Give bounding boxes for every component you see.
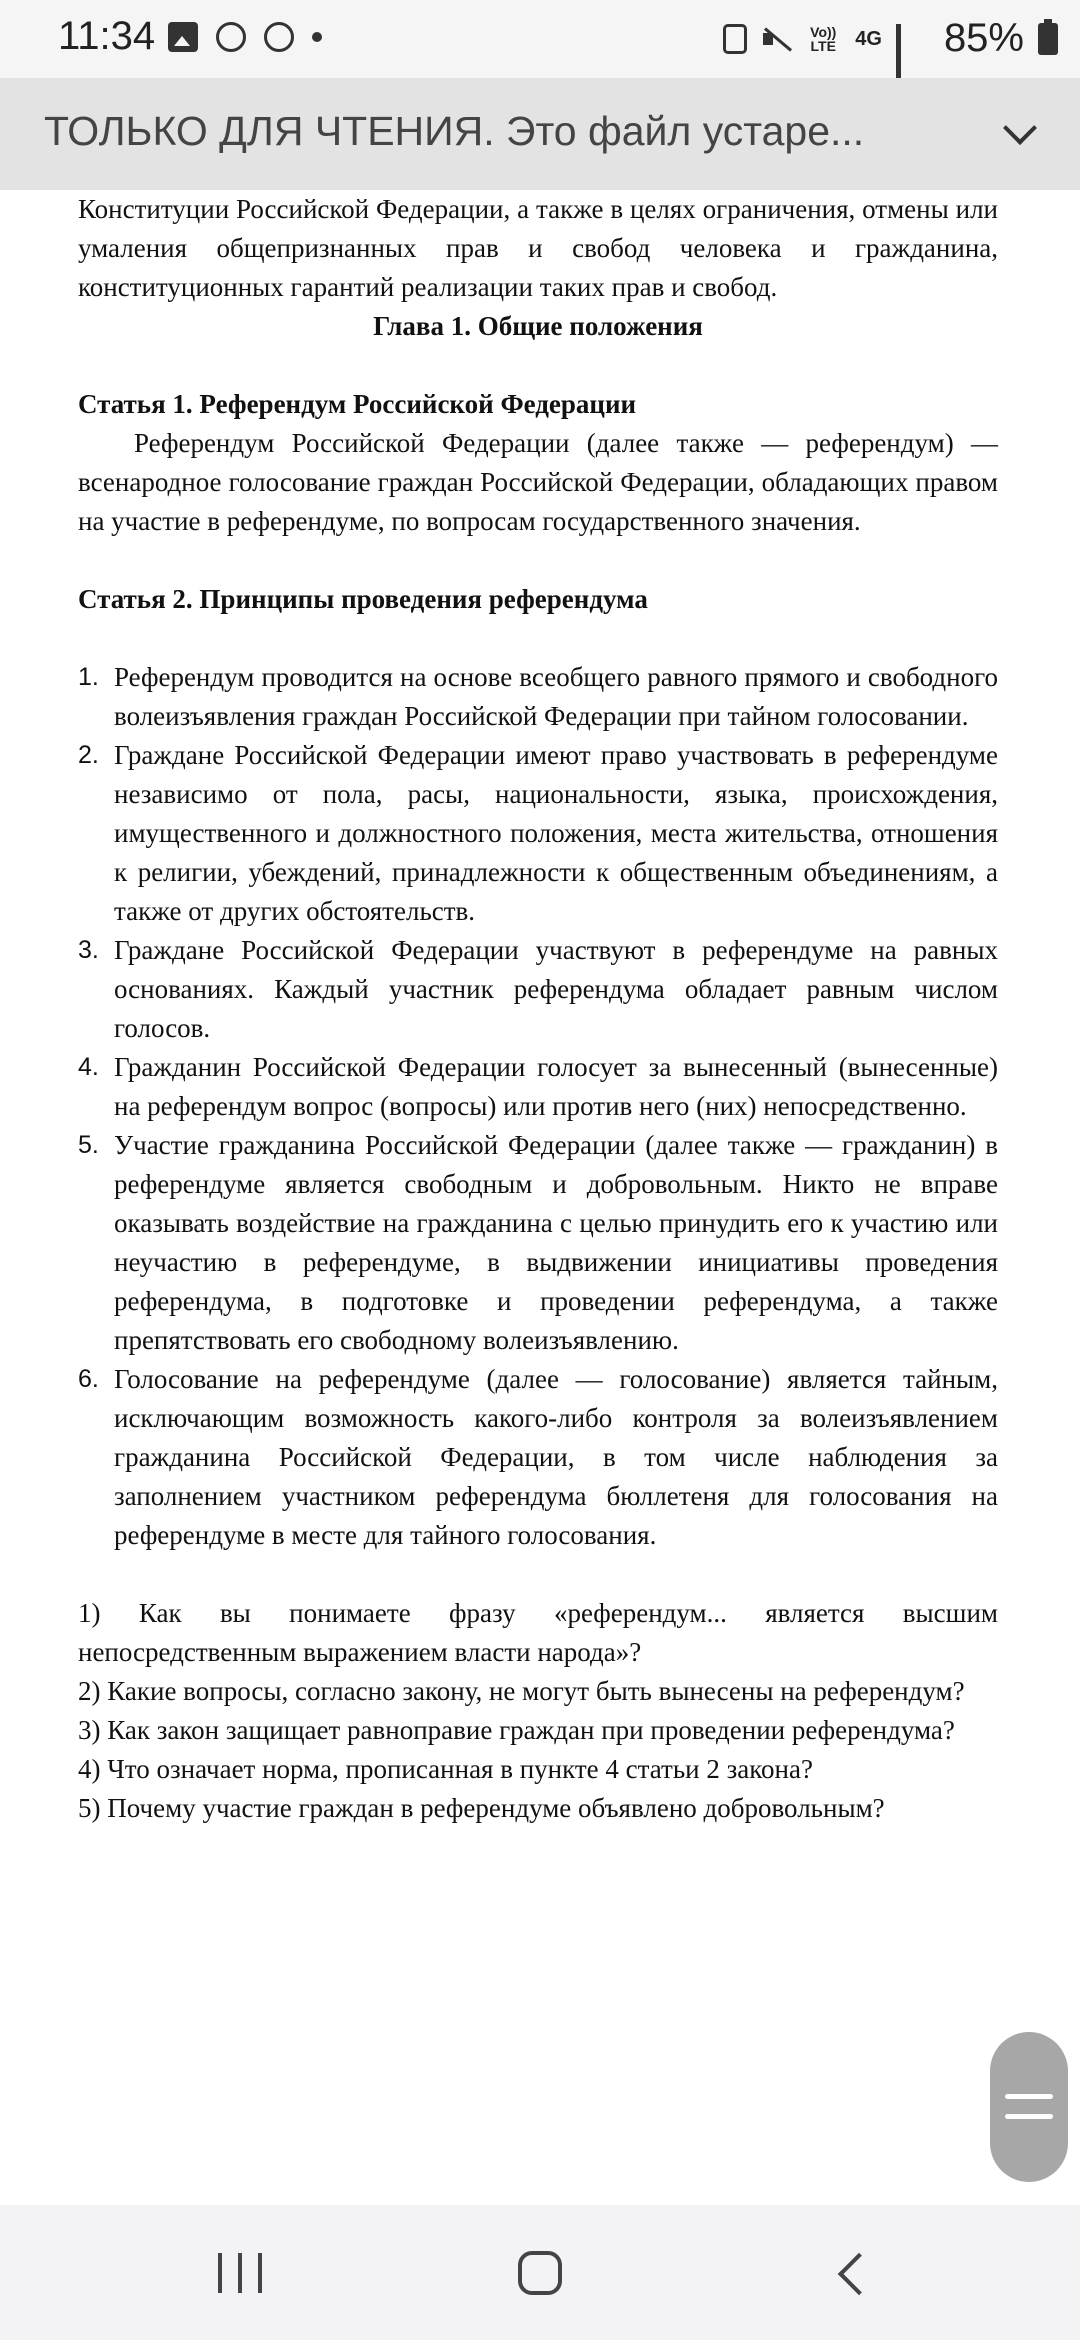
back-button[interactable] (832, 2253, 872, 2293)
document-content (78, 190, 998, 1828)
read-only-banner[interactable] (0, 78, 1080, 190)
chapter-title: Глава 1. Общие положения (373, 311, 703, 341)
list-number: 4. (78, 1053, 99, 1081)
list-number: 5. (78, 1131, 99, 1159)
article-2-list (78, 658, 998, 1555)
list-number: 1. (78, 663, 99, 691)
system-icons (723, 16, 1058, 61)
nfc-icon (723, 24, 747, 54)
question-item: 3) Как закон защищает равноправие граждан при проведении референдума? (78, 1715, 955, 1745)
question-item: 2) Какие вопросы, согласно закону, не могут быть вынесены на референдум? (78, 1676, 965, 1706)
recent-apps-button[interactable] (218, 2253, 262, 2293)
article-2-title: Статья 2. Принципы проведения референдума (78, 584, 648, 614)
network-type: 4G (855, 27, 882, 50)
list-text: Граждане Российской Федерации участвуют в референдуме на равных основаниях. Каждый участник референдума обладает равным числом голосов. (114, 935, 998, 1043)
list-text: Граждане Российской Федерации имеют право участвовать в референдуме независимо от пола, расы, национальности, языка, происхождения, имущественного и должностного положения, места жительства, отношения к религии, убеждений, принадлежности к общественным объединениям, а также от других обстоятельств. (114, 740, 998, 926)
messenger-icon (216, 22, 246, 52)
scroll-handle[interactable] (990, 2032, 1068, 2182)
list-number: 2. (78, 741, 99, 769)
list-text: Участие гражданина Российской Федерации (далее также — гражданин) в референдуме является свободным и добровольным. Никто не вправе оказывать воздействие на гражданина с целью принудить его к участию или неучастию в референдуме, в выдвижении инициативы проведения референдума, в подготовке и проведении референдума, а также препятствовать его свободному волеизъявлению. (114, 1130, 998, 1355)
list-text: Гражданин Российской Федерации голосует за вынесенный (вынесенные) на референдум вопрос (вопросы) или против него (них) непосредственно. (114, 1052, 998, 1121)
handle-line-icon (1005, 2114, 1053, 2119)
article-1-title: Статья 1. Референдум Российской Федерации (78, 389, 637, 419)
notification-icons (168, 22, 322, 52)
questions-block (78, 1594, 998, 1828)
list-item (78, 1126, 998, 1360)
battery-icon (1038, 23, 1058, 55)
list-item (78, 1048, 998, 1126)
navigation-bar (0, 2205, 1080, 2340)
home-button[interactable] (518, 2251, 562, 2295)
list-number: 6. (78, 1365, 99, 1393)
battery-percent: 85% (943, 16, 1024, 60)
chevron-down-icon[interactable] (1002, 116, 1036, 150)
status-bar (0, 0, 1080, 78)
whatsapp-icon (264, 22, 294, 52)
question-item: 5) Почему участие граждан в референдуме объявлено добровольным? (78, 1793, 885, 1823)
article-1-text: Референдум Российской Федерации (далее также — референдум) — всенародное голосование граждан Российской Федерации, обладающих правом на участие в референдуме, по вопросам государственного значения. (78, 428, 998, 536)
list-item (78, 1360, 998, 1555)
list-text: Референдум проводится на основе всеобщего равного прямого и свободного волеизъявления граждан Российской Федерации при тайном голосовании. (114, 662, 998, 731)
image-icon (168, 22, 198, 52)
banner-text: ТОЛЬКО ДЛЯ ЧТЕНИЯ. Это файл устаре... (44, 108, 865, 154)
notification-dot-icon (312, 32, 322, 42)
status-time: 11:34 (58, 14, 156, 58)
list-text: Голосование на референдуме (далее — голосование) является тайным, исключающим возможность какого-либо контроля за волеизъявлением гражданина Российской Федерации, в том числе наблюдения за заполнением участником референдума бюллетеня для голосования на референдуме в месте для тайного голосования. (114, 1364, 998, 1550)
list-item (78, 736, 998, 931)
handle-line-icon (1005, 2094, 1053, 2099)
question-item: 1) Как вы понимаете фразу «референдум... является высшим непосредственным выражением власти народа»? (78, 1598, 998, 1667)
signal-icon (896, 24, 930, 54)
lte-icon: Vo)) LTE (810, 23, 837, 54)
mute-icon (761, 25, 791, 53)
list-item (78, 658, 998, 736)
list-item (78, 931, 998, 1048)
list-number: 3. (78, 936, 99, 964)
intro-paragraph: Конституции Российской Федерации, а также в целях ограничения, отмены или умаления общепризнанных прав и свобод человека и гражданина, конституционных гарантий реализации таких прав и свобод. (78, 194, 998, 302)
question-item: 4) Что означает норма, прописанная в пункте 4 статьи 2 закона? (78, 1754, 813, 1784)
